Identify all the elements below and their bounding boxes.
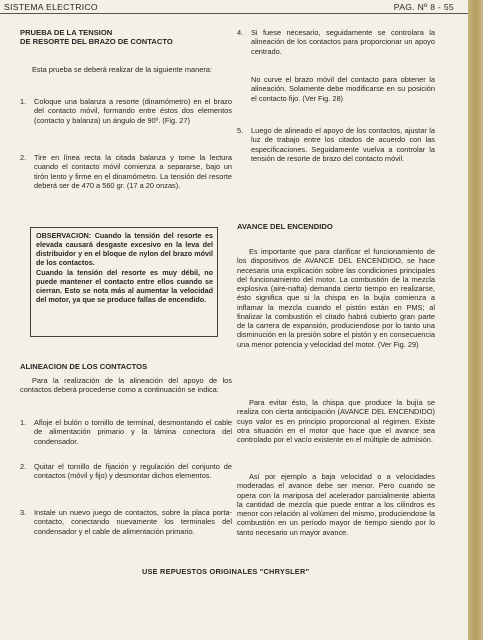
step-number: 2. <box>20 462 27 471</box>
tension-step-1 <box>20 97 232 125</box>
step-number: 1. <box>20 97 27 106</box>
observation-text-2: Cuando la tensión del resorte es muy débil, no puede mantener el contacto entre ellos cuando se cierran. Esto se nota más al aumentar la velocidad del motor, ya que se produce fallas de encendido. <box>36 268 213 304</box>
heading-alineacion: ALINEACION DE LOS CONTACTOS <box>20 362 148 371</box>
alineacion-step-3 <box>20 508 232 536</box>
binder-edge <box>468 0 483 640</box>
right-step-4 <box>237 28 435 56</box>
step-number: 4. <box>237 28 244 37</box>
header-rule <box>0 13 468 14</box>
tension-step-2 <box>20 153 232 190</box>
step-text: Quitar el tornillo de fijación y regulación del conjunto de contactos (móvil y fijo) y desmontar dichos elementos. <box>34 462 232 481</box>
avance-paragraph-3: Así por ejemplo a baja velocidad o a velocidades moderadas el avance debe ser menor. Pero cuando se opera con la mariposa del acelerador parcialmente abierta la cantidad de mezcla que puede entrar a los cilindros es menor con relación al volúmen del mismo, produciendose la combustión en un período mayor de tiempo siendo por lo tanto necesario un mayor avance. <box>237 472 435 537</box>
step-text: Coloque una balanza a resorte (dinamómetro) en el brazo del contacto móvil, formando entre éstos dos elementos (contacto y balanza) un ángulo de 90º. (Fig. 27) <box>34 97 232 125</box>
step-text: Luego de alineado el apoyo de los contactos, ajustar la luz de trabajo entre los citados de acuerdo con las especificaciones. Seguidamente vuelva a controlar la tensión de resorte de brazo del contacto móvil. <box>251 126 435 163</box>
step-number: 2. <box>20 153 27 162</box>
step-number: 1. <box>20 418 27 427</box>
heading-tension-2: DE RESORTE DEL BRAZO DE CONTACTO <box>20 37 173 47</box>
paragraph: Esta prueba se deberá realizar de la siguiente manera: <box>32 65 212 74</box>
heading-tension: PRUEBA DE LA TENSION <box>20 28 113 37</box>
paragraph: No curve el brazo móvil del contacto para obtener la alineación. Solamente debe modificarse en su posición el contacto fijo. (Ver Fig. 28) <box>251 75 435 103</box>
alineacion-intro <box>20 376 232 395</box>
heading-avance: AVANCE DEL ENCENDIDO <box>237 222 333 231</box>
left-heading-block <box>20 28 232 47</box>
alineacion-step-2 <box>20 462 232 481</box>
avance-paragraph-1: Es importante que para clarificar el funcionamiento de los dispositivos de AVANCE DEL ENCENDIDO, se hace necesaria una explicación sobre las condiciones principales del funcionamiento del motor. La combustión de la mezcla explosiva (aire-nafta) demanda cierto tiempo en realizarse, ésto significa que si la chispa en la bujía comienza a inflamar la mezcla cuando el pistón están en PMS; al finalizar la combustión el citado habrá cubierto gran parte de la carrera de expansión, produciendose por lo tanto una disminución en la presión sobre el pistón y en consecuencia una menor potencia y velocidad del motor. (Ver Fig. 29) <box>237 247 435 349</box>
step-text: Instale un nuevo juego de contactos, sobre la placa porta-contacto, conectando nuevamente los terminales del condensador y el cable de alimentación primario. <box>34 508 232 536</box>
step-number: 5. <box>237 126 244 135</box>
right-step-4-note <box>237 75 435 103</box>
step-text: Si fuese necesario, seguidamente se controlara la alineación de los contactos para proporcionar un apoyo centrado. <box>251 28 435 56</box>
step-text: Afloje el bulón o tornillo de terminal, desmontando el cable de alimentación primario y la lámina conectora del condensador. <box>34 418 232 446</box>
alineacion-step-1 <box>20 418 232 446</box>
observation-box <box>30 227 218 337</box>
avance-paragraph-2: Para evitar ésto, la chispa que produce la bujía se realiza con cierta anticipación (AVANCE DEL ENCENDIDO) cuyo valor es en principio proporcional al régimen. Existe otra situación en el motor que hace que el avance sea controlado por el vacío existente en el múltiple de admisión. <box>237 398 435 444</box>
right-step-5 <box>237 126 435 163</box>
observation-text-1: OBSERVACION: Cuando la tensión del resorte es elevada causará desgaste excesivo en la leva del distribuidor y en el bloque de nylon del brazo móvil de los contactos. <box>36 231 213 267</box>
page-footer: USE REPUESTOS ORIGINALES "CHRYSLER" <box>142 567 310 576</box>
paragraph: Para la realización de la alineación del apoyo de los contactos deberá procederse como a continuación se indica: <box>20 376 232 395</box>
section-title: SISTEMA ELECTRICO <box>4 2 98 12</box>
page-number: PAG. Nº 8 - 55 <box>393 2 454 12</box>
step-text: Tire en línea recta la citada balanza y tome la lectura cuando el contacto móvil comienza a separarse, bajo un tirón lento y firme en el dinamómetro. La tensión del resorte deberá ser de 470 a 560 gr. (17 a 20 onzas). <box>34 153 232 190</box>
tension-intro <box>20 65 232 74</box>
step-number: 3. <box>20 508 27 517</box>
